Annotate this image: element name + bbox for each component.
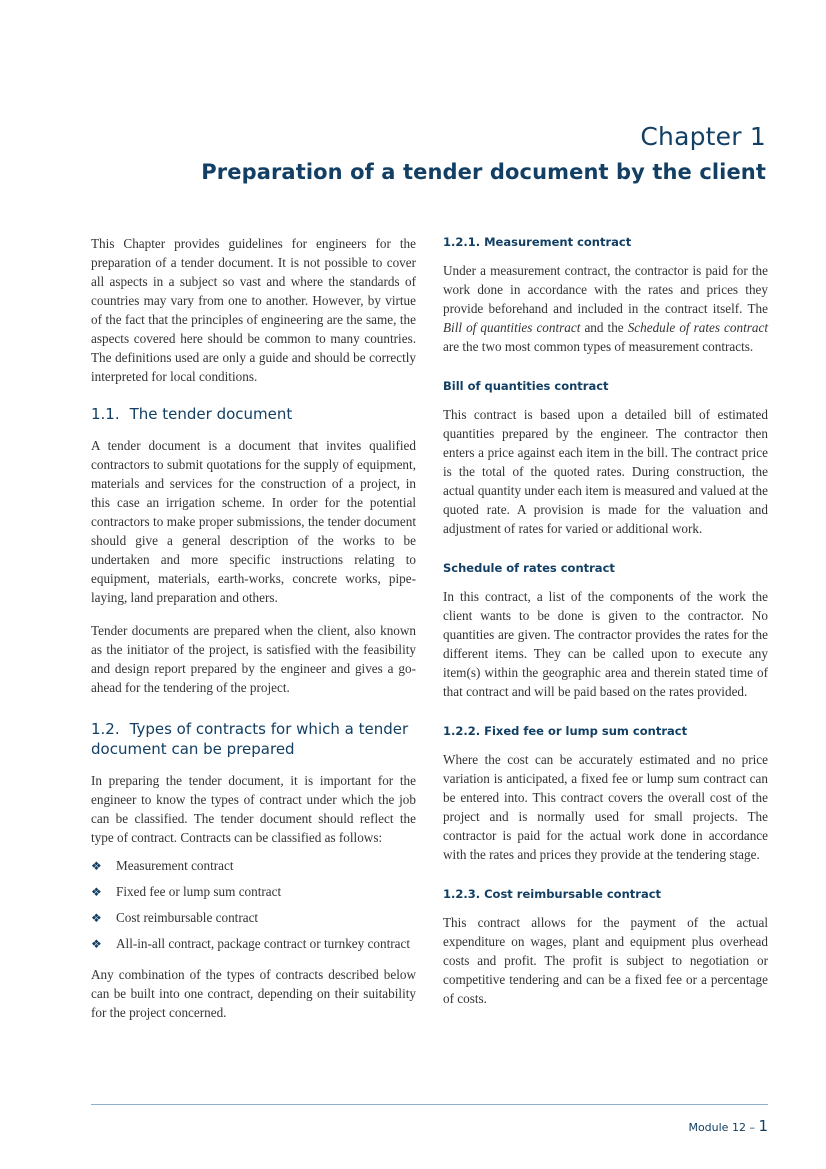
list-item <box>91 857 416 875</box>
page-number: 1 <box>758 1117 768 1135</box>
diamond-bullet-icon: ❖ <box>91 885 102 899</box>
italic-term: Bill of quantities contract <box>443 320 581 335</box>
list-item <box>91 883 416 901</box>
module-label: Module 12 – <box>688 1121 759 1134</box>
paragraph: Tender documents are prepared when the client, also known as the initiator of the project, is satisfied with the feasibility and design report prepared by the engineer and gives a go-ahead for the tendering of the project. <box>91 623 416 695</box>
paragraph: In preparing the tender document, it is important for the engineer to know the types of contract under which the job can be classified. The tender document should reflect the type of contract. Contracts can be classified as follows: <box>91 773 416 845</box>
paragraph: A tender document is a document that invites qualified contractors to submit quotations for the supply of equipment, materials and services for the construction of a project, in this case an irrigation scheme. In order for the potential contractors to make proper submissions, the tender document should give a general description of the works to be undertaken and more specific instructions relating to equipment, materials, earth-works, concrete works, pipe-laying, land preparation and others. <box>91 438 416 605</box>
text-run: are the two most common types of measurement contracts. <box>443 339 754 354</box>
diamond-bullet-icon: ❖ <box>91 937 102 951</box>
section-title: Types of contracts for which a tender document can be prepared <box>91 720 409 758</box>
list-item <box>91 935 416 953</box>
paragraph: Where the cost can be accurately estimated and no price variation is anticipated, a fixed fee or lump sum contract can be entered into. This contract covers the overall cost of the project and is normally used for small projects. The contractor is paid for the actual work done in accordance with the rates and prices they provide at the tendering stage. <box>443 752 768 862</box>
section-heading-1-1 <box>91 404 416 424</box>
list-item-text: Measurement contract <box>116 858 234 873</box>
text-run: Under a measurement contract, the contractor is paid for the work done in accordance with the rates and prices they provide beforehand and included in the contract itself. The <box>443 263 768 316</box>
section-heading-1-2 <box>91 719 416 759</box>
list-item <box>91 909 416 927</box>
contract-types-list <box>91 857 416 953</box>
italic-term: Schedule of rates contract <box>627 320 768 335</box>
subsection-heading-sor: Schedule of rates contract <box>443 561 615 575</box>
intro-paragraph: This Chapter provides guidelines for engineers for the preparation of a tender document. It is not possible to cover all aspects in a subject so vast and where the standards of countries may vary from one to another. However, by virtue of the fact that the principles of engineering are the same, the aspects covered here should be common to many countries. The definitions used are only a guide and should be correctly interpreted for local conditions. <box>91 236 416 384</box>
section-number: 1.2. <box>91 720 120 738</box>
subsection-heading-boq: Bill of quantities contract <box>443 379 609 393</box>
subsection-heading-1-2-1: 1.2.1. Measurement contract <box>443 235 632 249</box>
section-title: The tender document <box>129 405 293 423</box>
paragraph: This contract allows for the payment of the actual expenditure on wages, plant and equipment plus overhead costs and profit. The profit is subject to negotiation or competitive tendering and can be a fixed fee or a percentage of costs. <box>443 915 768 1006</box>
text-run: and the <box>580 320 628 335</box>
section-number: 1.1. <box>91 405 120 423</box>
list-item-text: Fixed fee or lump sum contract <box>116 884 282 899</box>
chapter-label: Chapter 1 <box>640 122 766 151</box>
right-column <box>443 234 768 1022</box>
list-item-text: All-in-all contract, package contract or turnkey contract <box>116 936 411 951</box>
paragraph <box>443 261 768 356</box>
left-column <box>91 234 416 1036</box>
diamond-bullet-icon: ❖ <box>91 911 102 925</box>
subsection-heading-1-2-2: 1.2.2. Fixed fee or lump sum contract <box>443 724 688 738</box>
subsection-heading-1-2-3: 1.2.3. Cost reimbursable contract <box>443 887 662 901</box>
paragraph: This contract is based upon a detailed bill of estimated quantities prepared by the engineer. The contractor then enters a price against each item in the bill. The contract price is the total of the quoted rates. During construction, the actual quantity under each item is measured and valued at the quoted rate. A provision is made for the valuation and adjustment of rates for varied or additional work. <box>443 407 768 536</box>
paragraph: Any combination of the types of contracts described below can be built into one contract, depending on their suitability for the project concerned. <box>91 967 416 1020</box>
list-item-text: Cost reimbursable contract <box>116 910 259 925</box>
diamond-bullet-icon: ❖ <box>91 859 102 873</box>
page-footer <box>688 1117 768 1135</box>
chapter-title: Preparation of a tender document by the client <box>201 160 766 184</box>
footer-divider <box>91 1104 768 1105</box>
paragraph: In this contract, a list of the components of the work the client wants to be done is given to the contractor. No quantities are given. The contractor provides the rates for the different items. They can be called upon to execute any item(s) within the geographic area and therein stated time of that contract and will be paid based on the rates provided. <box>443 589 768 699</box>
